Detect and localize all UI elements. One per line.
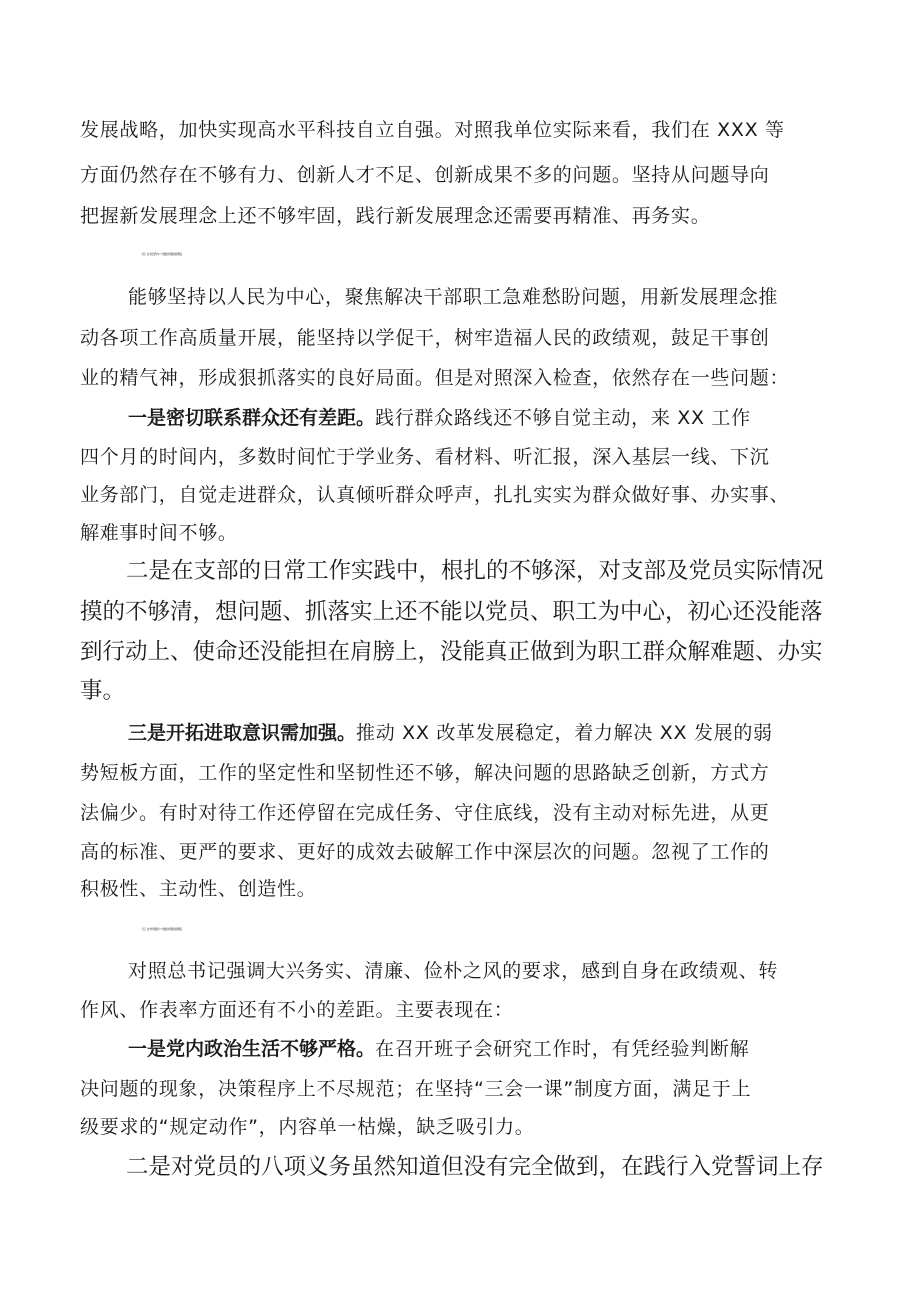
bold-lead: 一是党内政治生活不够严格。 [128,1038,376,1060]
paragraph-line: 事。 [80,678,126,704]
paragraph-line: 业务部门，自觉走进群众，认真倾听群众呼声，扎扎实实为群众做好事、办实事、 [80,484,790,506]
paragraph-line: 法偏少。有时对待工作还停留在完成任务、守住底线，没有主动对标先进，从更 [80,802,770,824]
paragraph-line: 到行动上、使命还没能担在肩膀上，没能真正做到为职工群众解难题、办实 [80,639,823,665]
paragraph-line: 发展战略，加快实现高水平科技自立自强。对照我单位实际来看，我们在 XXX 等 [80,119,785,141]
paragraph-line [128,1035,850,1063]
paragraph-line: 二是对党员的八项义务虽然知道但没有完全做到，在践行入党誓词上存 [126,1154,824,1180]
paragraph-line: 级要求的“规定动作”，内容单一枯燥，缺乏吸引力。 [80,1116,535,1138]
paragraph-line: 二是在支部的日常工作实践中，根扎的不够深，对支部及党员实际情况 [126,558,824,584]
lead-continuation: 在召开班子会研究工作时，有凭经验判断解 [375,1038,750,1060]
bold-lead: 三是开拓进取意识需加强。 [128,722,357,744]
paragraph-line: 能够坚持以人民为中心，聚焦解决干部职工急难愁盼问题，用新发展理念推 [128,286,779,308]
paragraph-line: 动各项工作高质量开展，能坚持以学促干，树牢造福人民的政绩观，鼓足干事创 [80,327,770,349]
paragraph-line: 势短板方面，工作的坚定性和坚韧性还不够，解决问题的思路缺乏创新，方式方 [80,762,770,784]
paragraph-line: 业的精气神，形成狠抓落实的良好局面。但是对照深入检查，依然存在一些问题： [80,367,790,389]
paragraph-line: 积极性、主动性、创造性。 [80,878,317,900]
section-heading: （五）在“作风建设〃方面的对照检查情况。 [140,927,184,931]
lead-continuation: 践行群众路线还不够自觉主动，来 XX 工作 [375,407,751,429]
paragraph-line: 作风、作表率方面还有不小的差距。主要表现在： [80,999,514,1021]
paragraph-line: 对照总书记强调大兴务实、清廉、俭朴之风的要求，感到自身在政绩观、转 [128,960,779,982]
section-heading: （四）在“担当作为〃方面的对照检查情况。 [140,252,184,256]
paragraph-line: 决问题的现象，决策程序上不尽规范；在坚持“三会一课”制度方面，满足于上 [80,1078,752,1100]
paragraph-line [128,719,850,747]
paragraph-line: 摸的不够清，想问题、抓落实上还不能以党员、职工为中心，初心还没能落 [80,599,823,625]
paragraph-line: 方面仍然存在不够有力、创新人才不足、创新成果不多的问题。坚持从问题导向 [80,164,770,186]
paragraph-line: 解难事时间不够。 [80,522,238,544]
paragraph-line: 把握新发展理念上还不够牢固，践行新发展理念还需要再精准、再务实。 [80,205,711,227]
paragraph-line [128,404,850,432]
paragraph-line: 四个月的时间内，多数时间忙于学业务、看材料、听汇报，深入基层一线、下沉 [80,446,770,468]
bold-lead: 一是密切联系群众还有差距。 [128,407,376,429]
paragraph-line: 高的标准、更严的要求、更好的成效去破解工作中深层次的问题。忽视了工作的 [80,841,770,863]
lead-continuation: 推动 XX 改革发展稳定，着力解决 XX 发展的弱 [356,722,773,744]
